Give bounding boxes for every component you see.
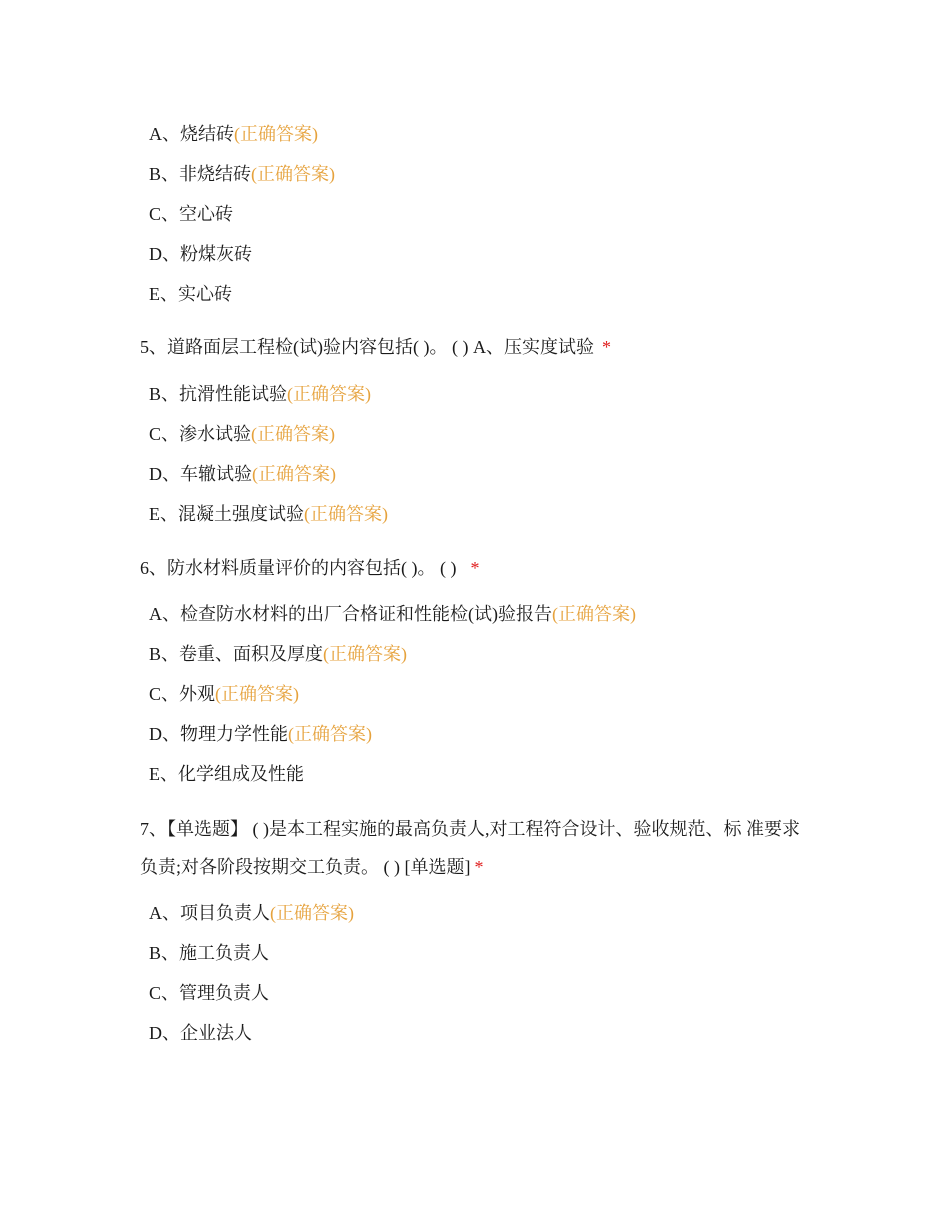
question-text: 7、【单选题】 ( )是本工程实施的最高负责人,对工程符合设计、验收规范、标 准要求负责;对各阶段按期交工负责。 ( ) [单选题] [140,819,800,877]
option-label: B、施工负责人 [149,943,270,963]
required-marker: * [601,337,611,357]
option-4a[interactable] [140,114,820,154]
option-6c[interactable] [140,674,820,714]
option-label: A、项目负责人 [149,903,270,923]
option-label: B、抗滑性能试验 [149,384,288,404]
option-label: E、化学组成及性能 [149,764,304,784]
correct-answer-tag: (正确答案) [215,684,300,704]
option-label: E、实心砖 [149,284,232,304]
option-5c[interactable] [140,414,820,454]
option-label: D、企业法人 [149,1023,252,1043]
option-5e[interactable] [140,494,820,534]
option-4d[interactable] [140,234,820,274]
question-7-text [140,810,805,886]
correct-answer-tag: (正确答案) [234,124,318,144]
option-label: C、空心砖 [149,204,234,224]
question-5-text [140,329,820,365]
option-label: B、非烧结砖 [149,164,252,184]
correct-answer-tag: (正确答案) [252,464,336,484]
option-label: A、检查防水材料的出厂合格证和性能检(试)验报告 [149,604,552,624]
option-4c[interactable] [140,194,820,234]
question-4-options [140,114,820,314]
correct-answer-tag: (正确答案) [552,604,636,624]
option-label: C、外观 [149,684,216,704]
correct-answer-tag: (正确答案) [323,644,408,664]
question-7 [140,810,805,886]
option-7d[interactable] [140,1013,820,1053]
option-label: D、粉煤灰砖 [149,244,252,264]
option-label: C、渗水试验 [149,424,252,444]
correct-answer-tag: (正确答案) [251,164,336,184]
option-label: D、物理力学性能 [149,724,288,744]
correct-answer-tag: (正确答案) [304,504,388,524]
option-7c[interactable] [140,973,820,1013]
option-6b[interactable] [140,634,820,674]
option-6d[interactable] [140,714,820,754]
correct-answer-tag: (正确答案) [251,424,336,444]
required-marker: * [474,857,484,877]
option-label: B、卷重、面积及厚度 [149,644,324,664]
option-4e[interactable] [140,274,820,314]
option-7b[interactable] [140,933,820,973]
option-5b[interactable] [140,374,820,414]
correct-answer-tag: (正确答案) [288,724,372,744]
question-5 [140,329,820,365]
question-text: 5、道路面层工程检(试)验内容包括( )。 ( ) A、压实度试验 [140,337,594,357]
option-5d[interactable] [140,454,820,494]
required-marker: * [470,558,480,578]
option-6e[interactable] [140,754,820,794]
question-5-options [140,374,820,534]
option-4b[interactable] [140,154,820,194]
option-label: A、烧结砖 [149,124,234,144]
correct-answer-tag: (正确答案) [287,384,372,404]
question-6-options [140,594,820,794]
question-7-options [140,893,820,1053]
question-6-text [140,550,820,586]
option-7a[interactable] [140,893,820,933]
option-label: D、车辙试验 [149,464,252,484]
correct-answer-tag: (正确答案) [270,903,354,923]
question-text: 6、防水材料质量评价的内容包括( )。 ( ) [140,558,457,578]
option-6a[interactable] [140,594,820,634]
option-label: E、混凝土强度试验 [149,504,304,524]
option-label: C、管理负责人 [149,983,270,1003]
question-6 [140,550,820,586]
